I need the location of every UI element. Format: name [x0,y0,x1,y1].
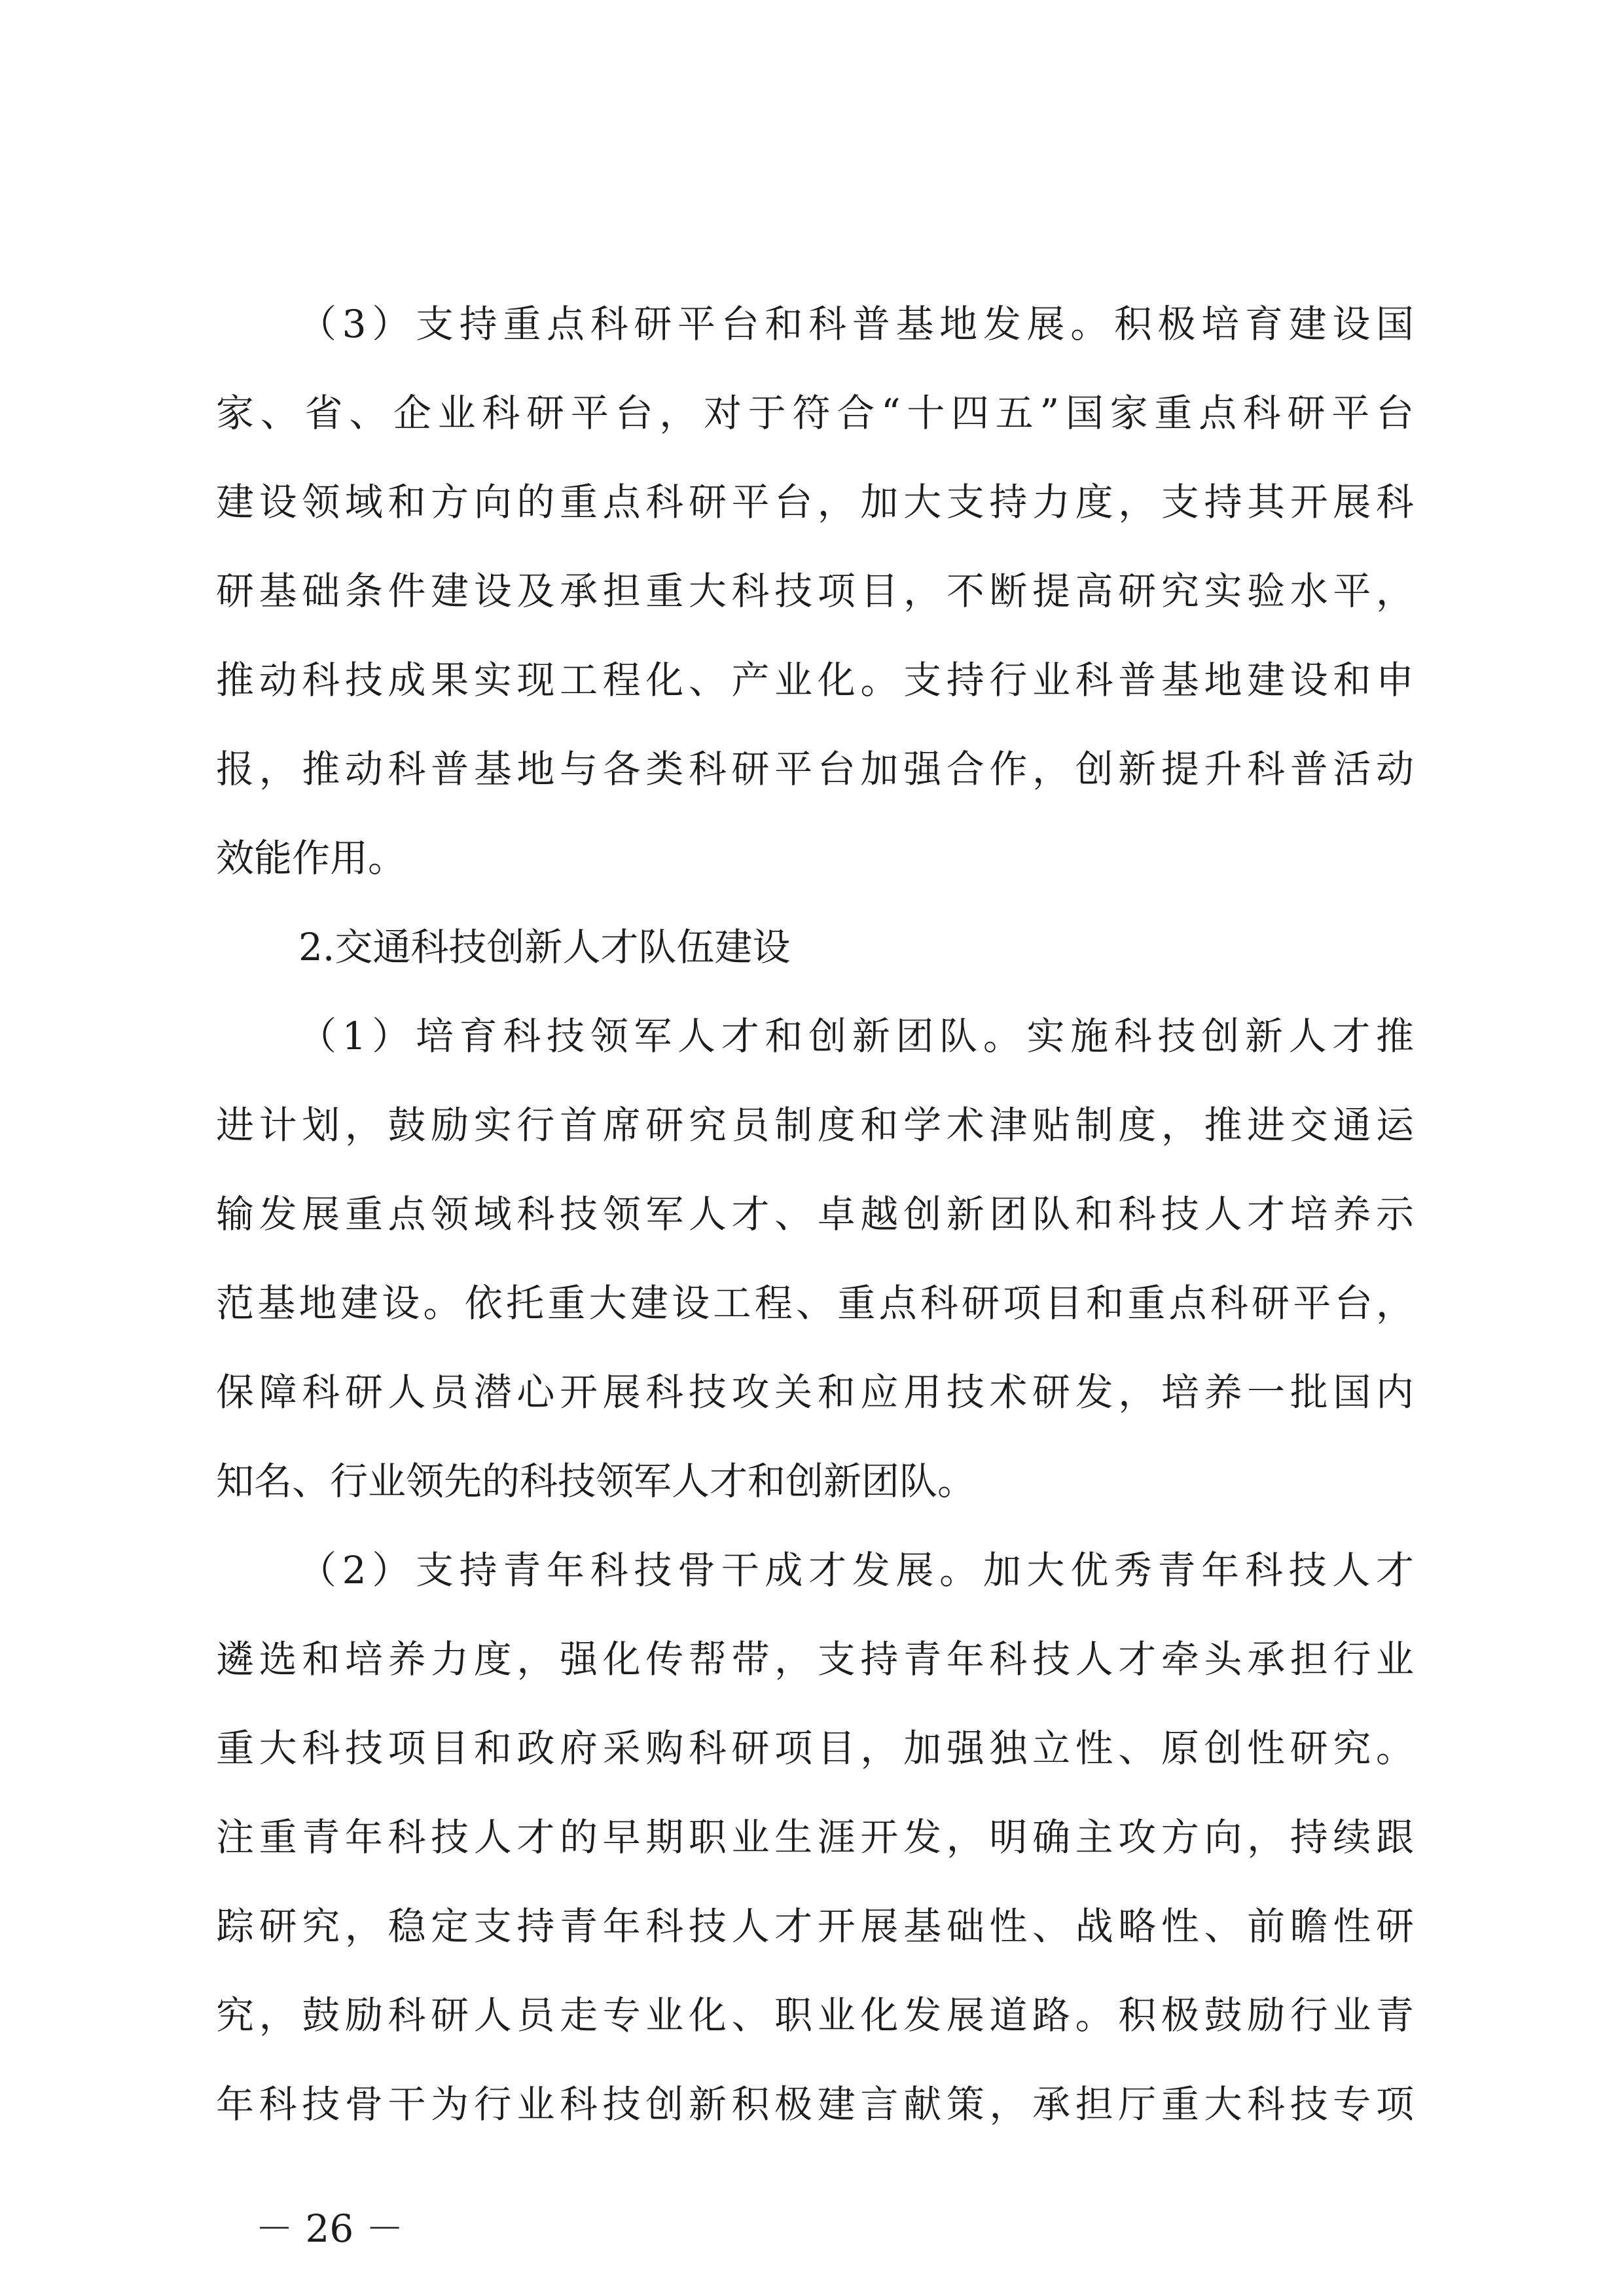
paragraph-line: 知名、行业领先的科技领军人才和创新团队。 [216,1459,976,1503]
paragraph-line: 输发展重点领域科技领军人才、卓越创新团队和科技人才培养示 [216,1192,1414,1236]
paragraph-line: 效能作用。 [216,836,406,880]
paragraph-line: 遴选和培养力度，强化传帮带，支持青年科技人才牵头承担行业 [216,1637,1414,1681]
paragraph-line: 年科技骨干为行业科技创新积极建言献策，承担厅重大科技专项 [216,2082,1414,2126]
paragraph-line: 保障科研人员潜心开展科技攻关和应用技术研发，培养一批国内 [216,1370,1414,1414]
paragraph-line: 推动科技成果实现工程化、产业化。支持行业科普基地建设和申 [216,658,1414,702]
paragraph-line: 研基础条件建设及承担重大科技项目，不断提高研究实验水平， [216,569,1414,613]
paragraph-line: 进计划，鼓励实行首席研究员制度和学术津贴制度，推进交通运 [216,1103,1414,1147]
paragraph-line: 建设领域和方向的重点科研平台，加大支持力度，支持其开展科 [216,480,1414,524]
paragraph-line: （1）培育科技领军人才和创新团队。实施科技创新人才推 [298,1014,1414,1058]
paragraph-line: 范基地建设。依托重大建设工程、重点科研项目和重点科研平台， [216,1281,1414,1325]
paragraph-line: 报，推动科普基地与各类科研平台加强合作，创新提升科普活动 [216,747,1414,791]
paragraph-line: 注重青年科技人才的早期职业生涯开发，明确主攻方向，持续跟 [216,1815,1414,1859]
paragraph-line: （2）支持青年科技骨干成才发展。加大优秀青年科技人才 [298,1548,1414,1592]
section-heading: 2.交通科技创新人才队伍建设 [298,925,791,969]
paragraph-line: 重大科技项目和政府采购科研项目，加强独立性、原创性研究。 [216,1726,1414,1770]
paragraph-line: 究，鼓励科研人员走专业化、职业化发展道路。积极鼓励行业青 [216,1993,1414,2037]
paragraph-line: （3）支持重点科研平台和科普基地发展。积极培育建设国 [298,302,1414,346]
paragraph-line: 家、省、企业科研平台，对于符合“十四五”国家重点科研平台 [216,391,1414,435]
paragraph-line: 踪研究，稳定支持青年科技人才开展基础性、战略性、前瞻性研 [216,1904,1414,1948]
page-number: － 26 － [255,2206,404,2251]
